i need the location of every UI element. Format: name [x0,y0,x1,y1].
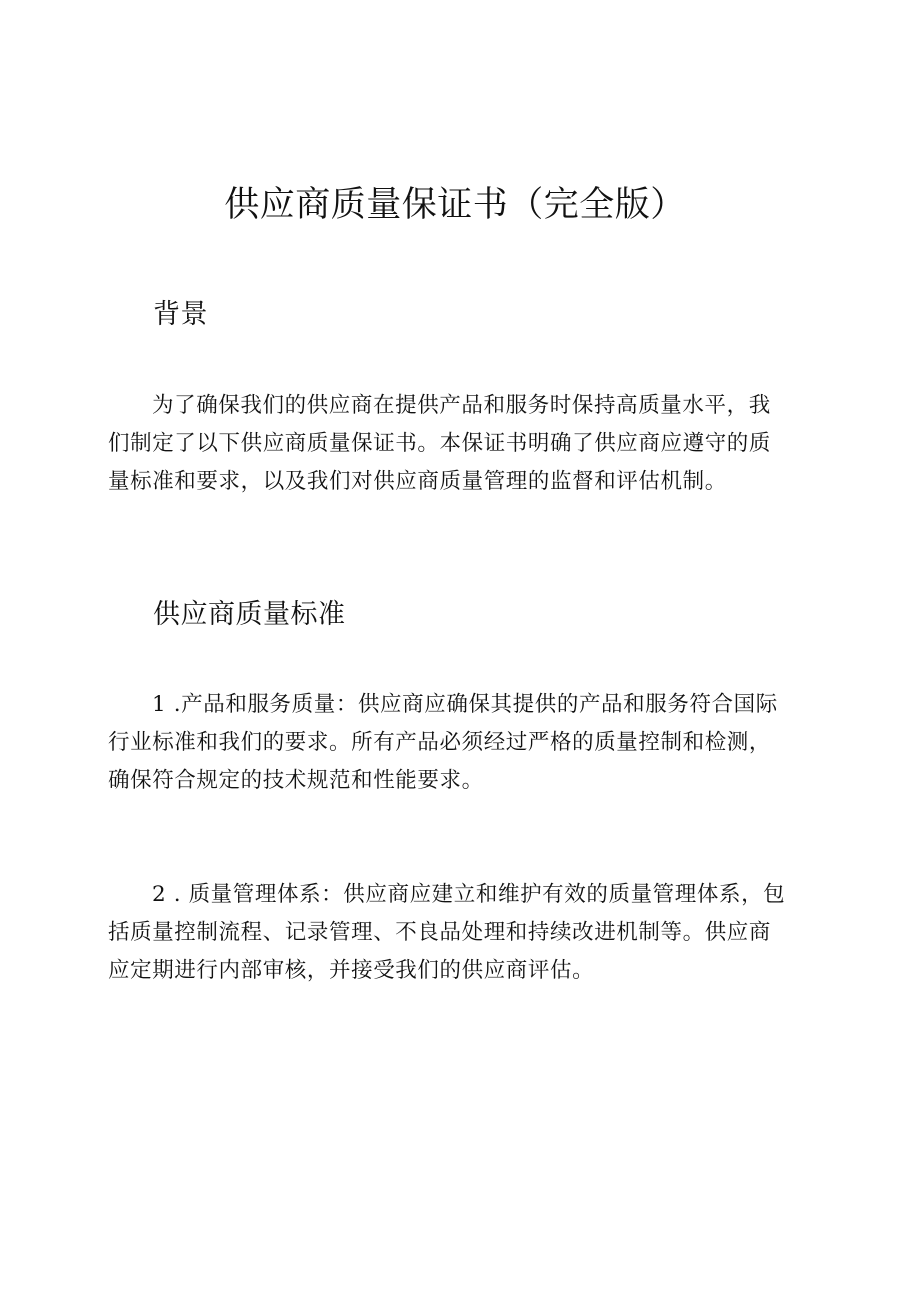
paragraph-line: 1 .产品和服务质量：供应商应确保其提供的产品和服务符合国际 [152,692,778,717]
paragraph-line: 括质量控制流程、记录管理、不良品处理和持续改进机制等。供应商 [108,920,772,945]
paragraph-line: 们制定了以下供应商质量保证书。本保证书明确了供应商应遵守的质 [108,431,772,456]
quality-standard-item-1 [108,686,820,800]
paragraph-line: 行业标准和我们的要求。所有产品必须经过严格的质量控制和检测， [108,730,772,755]
paragraph-line: 2 . 质量管理体系：供应商应建立和维护有效的质量管理体系，包 [152,882,786,907]
section-heading-quality-standards: 供应商质量标准 [153,599,346,630]
quality-standard-item-2 [108,876,820,990]
document-title: 供应商质量保证书（完全版） [224,185,686,225]
paragraph-line: 为了确保我们的供应商在提供产品和服务时保持高质量水平，我 [152,393,771,418]
paragraph-line: 确保符合规定的技术规范和性能要求。 [108,768,484,793]
section-heading-background: 背景 [153,299,208,330]
background-paragraph [108,387,820,501]
paragraph-line: 应定期进行内部审核，并接受我们的供应商评估。 [108,958,595,983]
paragraph-line: 量标准和要求，以及我们对供应商质量管理的监督和评估机制。 [108,469,727,494]
